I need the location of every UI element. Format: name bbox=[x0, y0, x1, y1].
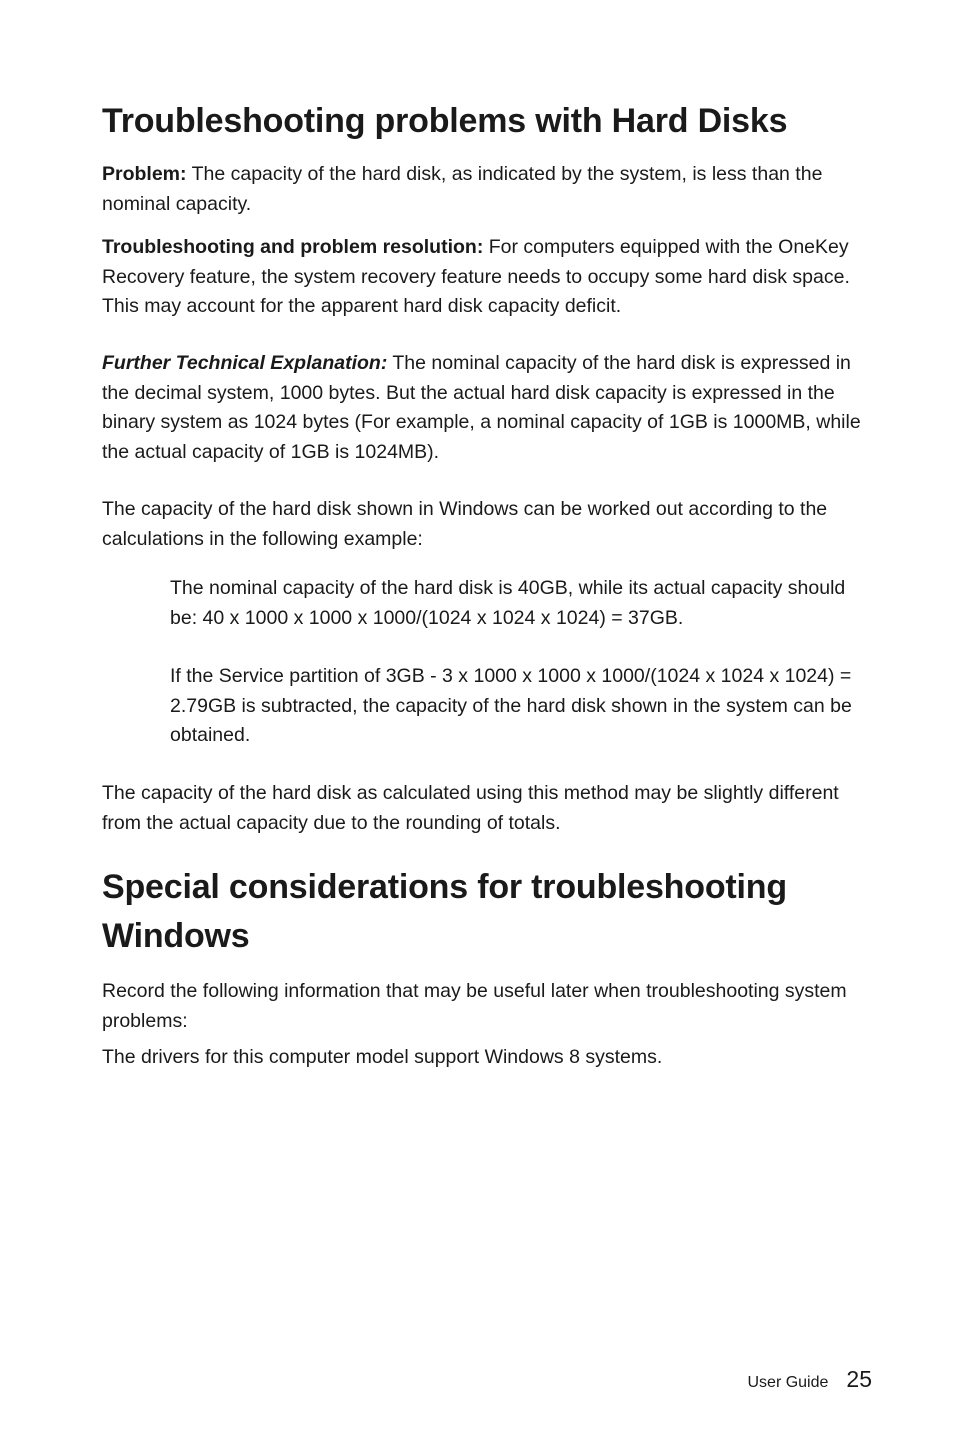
section-heading-hard-disks: Troubleshooting problems with Hard Disks bbox=[102, 102, 788, 140]
resolution-paragraph bbox=[102, 233, 872, 322]
resolution-label: Troubleshooting and problem resolution: bbox=[102, 236, 484, 258]
record-info-paragraph: Record the following information that may be useful later when troubleshooting system problems: bbox=[102, 980, 847, 1032]
section-heading-windows: Special considerations for troubleshooting Windows bbox=[102, 868, 787, 955]
resolution-text: For computers equipped with the OneKey Recovery feature, the system recovery feature needs to occupy some hard disk space. This may account for the apparent hard disk capacity deficit. bbox=[102, 236, 850, 317]
problem-paragraph bbox=[102, 160, 872, 219]
page-number: 25 bbox=[846, 1366, 872, 1392]
explanation-paragraph bbox=[102, 349, 872, 467]
example-nominal-capacity: The nominal capacity of the hard disk is 40GB, while its actual capacity should be: 40 x 1000 x 1000 x 1000/(1024 x 1024 x 1024) = 37GB. bbox=[170, 577, 846, 629]
footer-label: User Guide bbox=[747, 1374, 829, 1391]
conclusion-paragraph: The capacity of the hard disk as calculated using this method may be slightly different from the actual capacity due to the rounding of totals. bbox=[102, 782, 839, 834]
example-service-partition: If the Service partition of 3GB - 3 x 1000 x 1000 x 1000/(1024 x 1024 x 1024) = 2.79GB is subtracted, the capacity of the hard disk shown in the system can be obtained. bbox=[170, 665, 852, 746]
problem-text: The capacity of the hard disk, as indicated by the system, is less than the nominal capacity. bbox=[102, 163, 823, 215]
drivers-paragraph: The drivers for this computer model support Windows 8 systems. bbox=[102, 1046, 663, 1068]
page-footer bbox=[747, 1366, 872, 1393]
explanation-text: The nominal capacity of the hard disk is expressed in the decimal system, 1000 bytes. But the actual hard disk capacity is expressed in the binary system as 1024 bytes (For example, a nominal capacity of 1GB is 1000MB, while the actual capacity of 1GB is 1024MB). bbox=[102, 352, 861, 463]
problem-label: Problem: bbox=[102, 163, 187, 185]
example-intro-paragraph: The capacity of the hard disk shown in Windows can be worked out according to the calculations in the following example: bbox=[102, 498, 828, 550]
explanation-label: Further Technical Explanation: bbox=[102, 352, 388, 374]
